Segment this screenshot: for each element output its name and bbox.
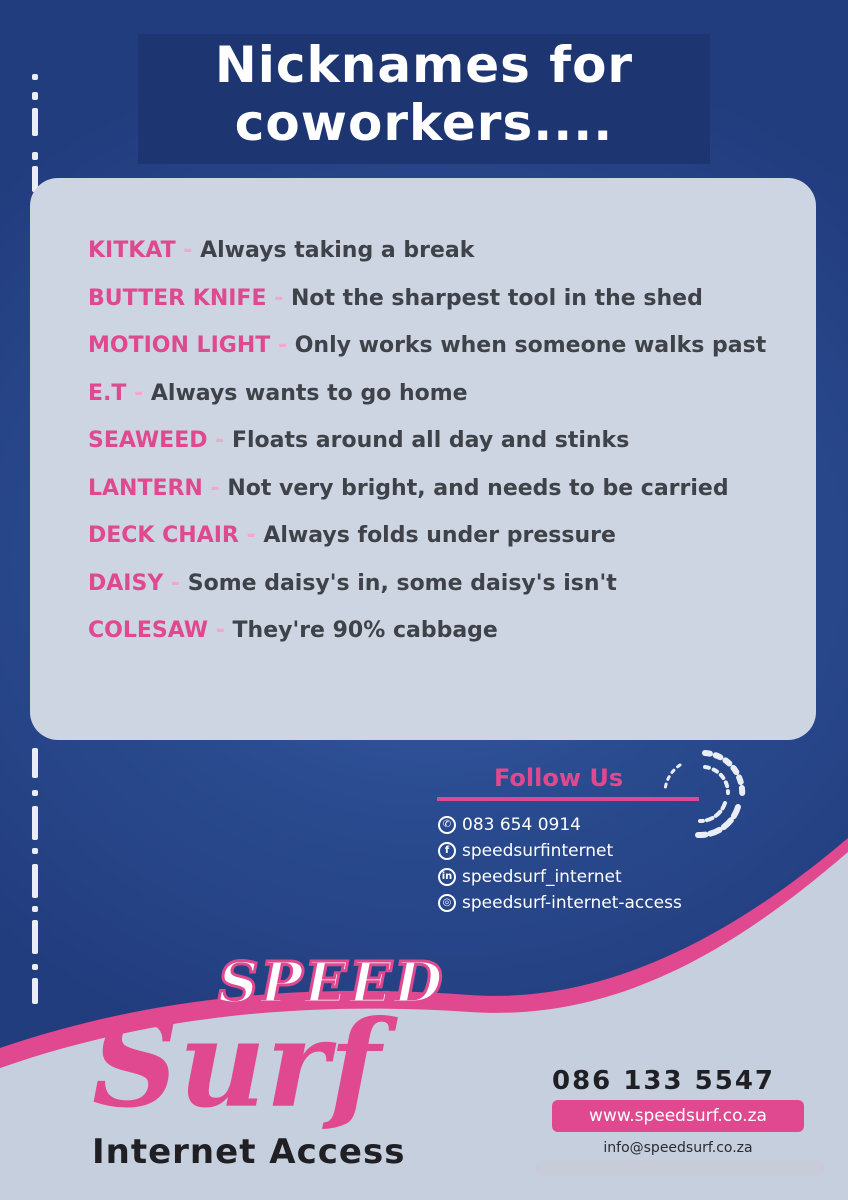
- whatsapp-icon: ✆: [438, 816, 456, 834]
- social-links: [438, 812, 682, 916]
- page-title: Nicknames for coworkers....: [214, 36, 634, 152]
- website-link[interactable]: www.speedsurf.co.za: [552, 1100, 804, 1132]
- facebook-icon: f: [438, 842, 456, 860]
- facebook-handle: speedsurfinternet: [462, 841, 614, 861]
- logo-tagline: Internet Access: [92, 1132, 406, 1172]
- nickname-meaning: Always taking a break: [200, 238, 475, 263]
- email-link[interactable]: info@speedsurf.co.za: [603, 1140, 753, 1156]
- nickname-item: [88, 618, 808, 666]
- nickname-separator: -: [215, 428, 225, 453]
- nickname-meaning: Always folds under pressure: [263, 523, 616, 548]
- nickname-separator: -: [210, 475, 220, 501]
- nickname-item: [88, 381, 808, 429]
- linkedin-icon: in: [438, 868, 456, 886]
- nickname-item: [88, 238, 808, 286]
- nickname-name: LANTERN: [88, 475, 203, 501]
- instagram-icon: ◎: [438, 894, 456, 912]
- nickname-item: [88, 428, 808, 476]
- follow-underline: [437, 797, 699, 801]
- nickname-list: [88, 238, 808, 666]
- nickname-separator: -: [170, 570, 181, 596]
- instagram-link[interactable]: [438, 890, 682, 916]
- whatsapp-number: 083 654 0914: [462, 815, 581, 835]
- nickname-meaning: Always wants to go home: [150, 380, 468, 406]
- nickname-separator: -: [246, 523, 256, 548]
- nickname-name: MOTION LIGHT: [88, 333, 271, 358]
- nickname-item: [88, 476, 808, 524]
- instagram-handle: speedsurf-internet-access: [462, 893, 682, 913]
- nickname-meaning: Only works when someone walks past: [294, 333, 767, 358]
- phone-number[interactable]: 086 133 5547: [552, 1066, 776, 1096]
- nickname-name: DAISY: [88, 570, 164, 596]
- nickname-meaning: They're 90% cabbage: [232, 618, 498, 643]
- facebook-link[interactable]: [438, 838, 682, 864]
- nickname-meaning: Not very bright, and needs to be carried: [227, 475, 729, 501]
- bottom-pill-decoration: [535, 1160, 825, 1176]
- whatsapp-link[interactable]: [438, 812, 682, 838]
- nickname-item: [88, 571, 808, 619]
- nickname-item: [88, 523, 808, 571]
- logo-speed-text: SPEED: [218, 950, 445, 1016]
- nickname-item: [88, 333, 808, 381]
- nickname-separator: -: [134, 380, 144, 406]
- logo-surf-text: Surf: [92, 994, 381, 1135]
- nickname-separator: -: [274, 285, 284, 311]
- follow-us-heading: Follow Us: [494, 764, 624, 792]
- nickname-name: KITKAT: [88, 238, 176, 263]
- linkedin-link[interactable]: [438, 864, 682, 890]
- nickname-item: [88, 286, 808, 334]
- nickname-name: SEAWEED: [88, 428, 208, 453]
- nickname-separator: -: [277, 333, 288, 358]
- nickname-separator: -: [215, 618, 225, 643]
- nickname-name: COLESAW: [88, 618, 209, 643]
- nickname-name: BUTTER KNIFE: [88, 285, 267, 311]
- linkedin-handle: speedsurf_internet: [462, 867, 622, 887]
- nickname-meaning: Not the sharpest tool in the shed: [290, 285, 703, 311]
- nickname-name: E.T: [88, 380, 127, 406]
- nickname-meaning: Some daisy's in, some daisy's isn't: [187, 570, 617, 596]
- nickname-separator: -: [183, 238, 193, 263]
- nickname-meaning: Floats around all day and stinks: [231, 428, 630, 453]
- nickname-name: DECK CHAIR: [88, 523, 239, 548]
